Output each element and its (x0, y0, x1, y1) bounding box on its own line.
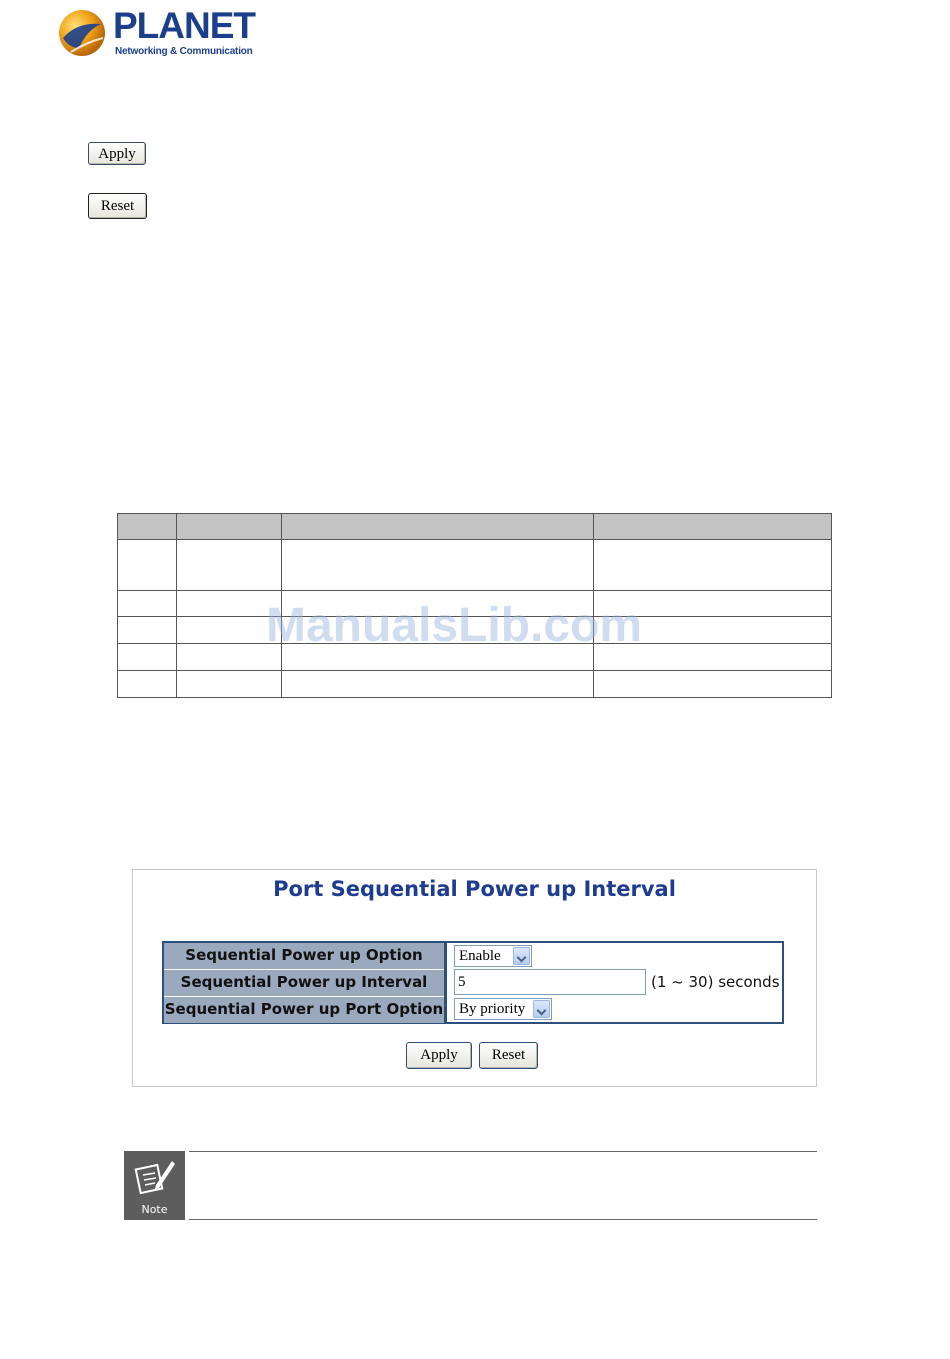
table-header-row (118, 514, 831, 540)
note-bottom-rule (189, 1219, 817, 1220)
chevron-down-icon[interactable] (513, 947, 530, 965)
port-option-label: Sequential Power up Port Option (164, 997, 444, 1023)
note-icon (124, 1151, 185, 1220)
logo-tagline: Networking & Communication (115, 46, 253, 57)
settings-table (162, 941, 784, 1024)
panel-title: Port Sequential Power up Interval (273, 877, 676, 901)
table-row (118, 670, 831, 671)
option-select[interactable] (454, 945, 532, 967)
logo-wordmark: PLANET (113, 5, 255, 46)
option-label: Sequential Power up Option (164, 943, 444, 969)
note-top-rule (189, 1151, 817, 1152)
pencil-paper-icon (134, 1157, 176, 1197)
planet-logo (57, 6, 267, 62)
watermark: ManualsLib.com (266, 599, 643, 652)
interval-input[interactable]: 5 (454, 969, 646, 995)
table-row (118, 590, 831, 591)
reset-button[interactable]: Reset (88, 193, 147, 219)
port-option-row (164, 997, 782, 1023)
panel-reset-button[interactable]: Reset (479, 1042, 538, 1069)
option-value: Enable (459, 948, 501, 964)
port-option-value: By priority (459, 1001, 526, 1017)
note-icon-label: Note (141, 1203, 168, 1216)
interval-range-note: (1 ~ 30) seconds (651, 973, 780, 991)
port-option-select[interactable] (454, 998, 552, 1020)
panel-apply-button[interactable]: Apply (406, 1042, 472, 1069)
port-sequential-power-panel (132, 869, 817, 1087)
interval-row (164, 970, 782, 996)
chevron-down-icon[interactable] (533, 1000, 550, 1018)
option-row (164, 943, 782, 969)
apply-button[interactable]: Apply (88, 142, 146, 165)
globe-icon (57, 8, 107, 58)
interval-label: Sequential Power up Interval (164, 970, 444, 996)
